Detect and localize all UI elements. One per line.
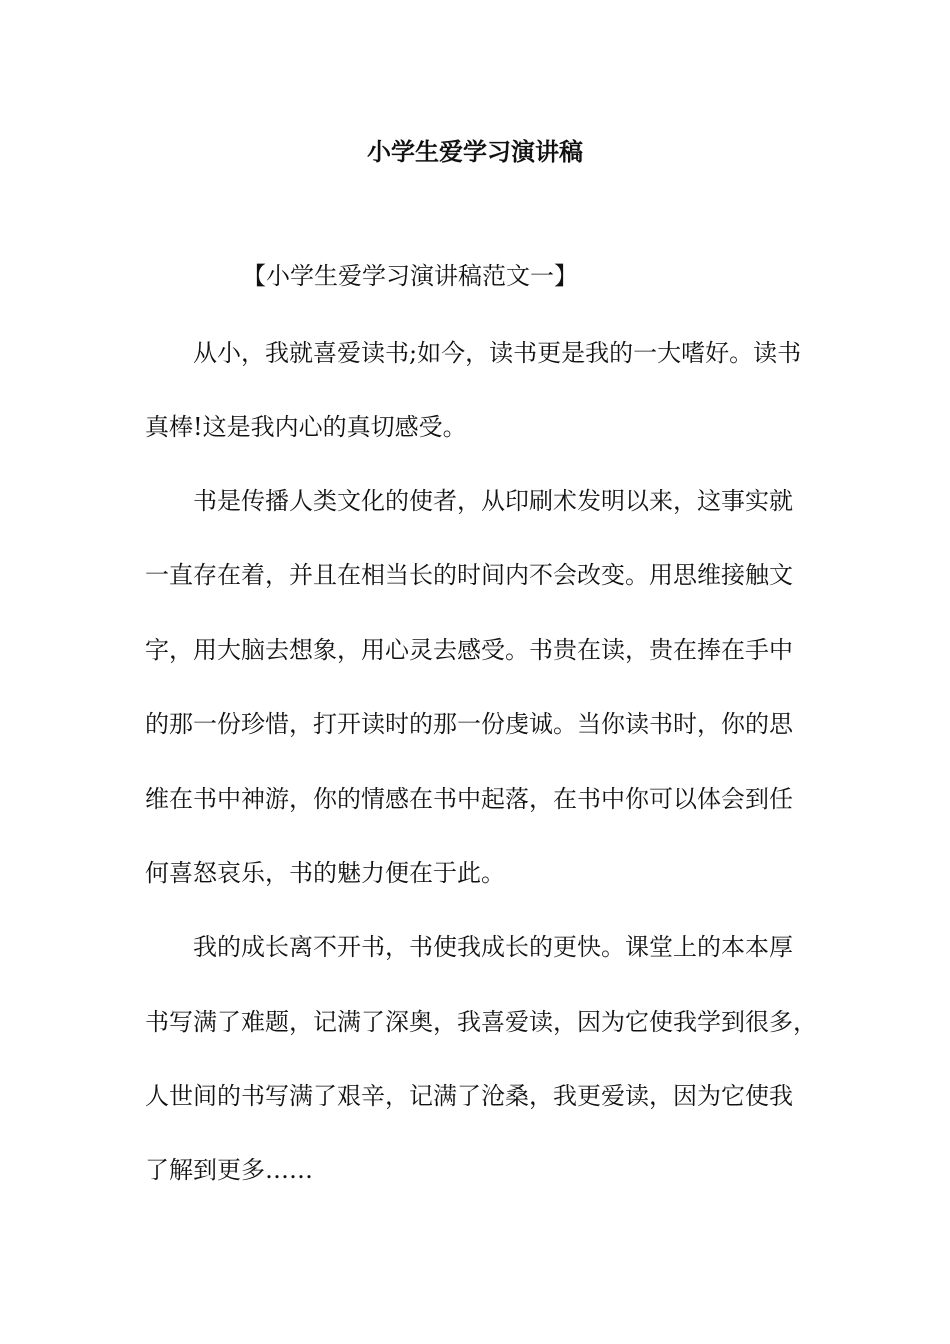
paragraph-3-line-4: 了解到更多…… — [145, 1156, 313, 1184]
paragraph-3-line-3: 人世间的书写满了艰辛，记满了沧桑，我更爱读，因为它使我 — [145, 1082, 793, 1110]
paragraph-2-line-4: 的那一份珍惜，打开读时的那一份虔诚。当你读书时，你的思 — [145, 710, 793, 738]
paragraph-2-line-3: 字，用大脑去想象，用心灵去感受。书贵在读，贵在捧在手中 — [145, 636, 793, 664]
paragraph-2-line-2: 一直存在着，并且在相当长的时间内不会改变。用思维接触文 — [145, 561, 793, 589]
paragraph-2-line-5: 维在书中神游，你的情感在书中起落，在书中你可以体会到任 — [145, 785, 793, 813]
paragraph-2-line-1: 书是传播人类文化的使者，从印刷术发明以来，这事实就 — [193, 487, 793, 515]
paragraph-1-line-1: 从小，我就喜爱读书;如今，读书更是我的一大嗜好。读书 — [193, 339, 802, 367]
document-title: 小学生爱学习演讲稿 — [367, 137, 583, 166]
paragraph-3-line-1: 我的成长离不开书，书使我成长的更快。课堂上的本本厚 — [193, 933, 793, 961]
paragraph-1-line-2: 真棒!这是我内心的真切感受。 — [145, 413, 467, 441]
paragraph-3-line-2: 书写满了难题，记满了深奥，我喜爱读，因为它使我学到很多， — [145, 1008, 817, 1036]
section-heading: 【小学生爱学习演讲稿范文一】 — [242, 262, 578, 290]
paragraph-2-line-6: 何喜怒哀乐，书的魅力便在于此。 — [145, 859, 505, 887]
